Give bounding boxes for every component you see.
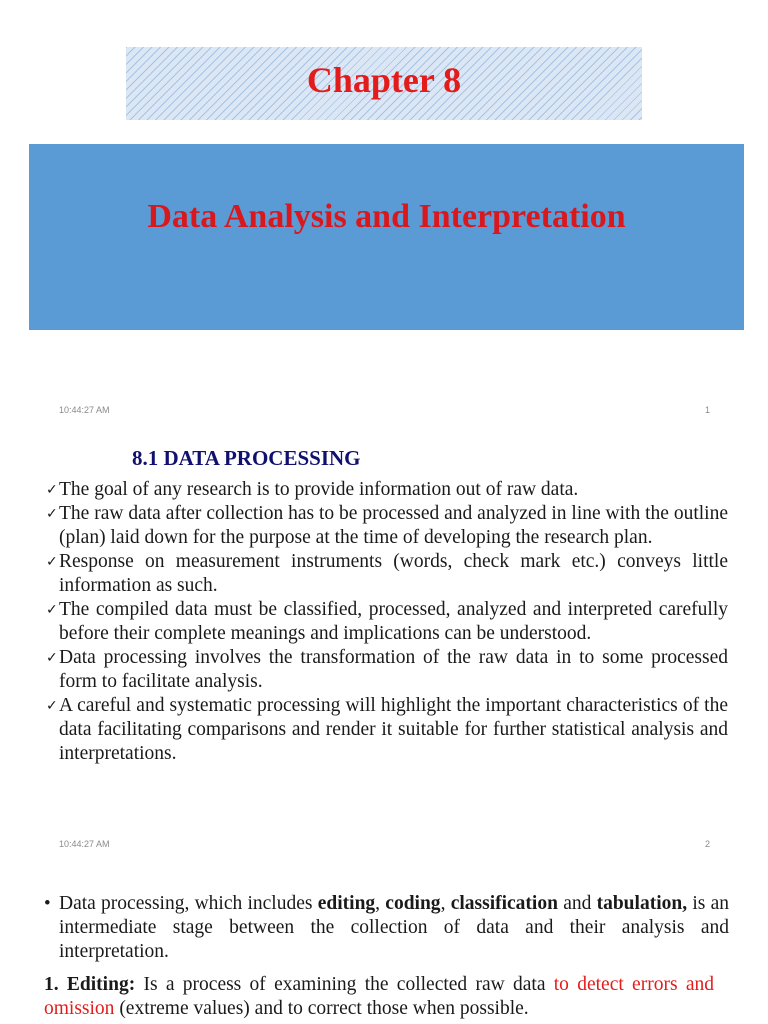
list-item-text: Response on measurement instruments (words, check mark etc.) conveys little information as such. [59, 551, 728, 596]
list-item [46, 478, 728, 502]
slide-footer [0, 405, 768, 419]
list-item [46, 598, 728, 646]
section-heading: 8.1 DATA PROCESSING [132, 446, 361, 470]
footer-page-number: 1 [705, 405, 711, 415]
intro-text: Data processing, which includes [59, 893, 318, 914]
footer-timestamp: 10:44:27 AM [59, 839, 110, 849]
editing-text: Is a process of examining the collected raw data [135, 974, 554, 995]
bullet-list [46, 478, 728, 766]
list-item-text: Data processing involves the transformation of the raw data in to some processed form to facilitate analysis. [59, 647, 728, 692]
check-icon: ✓ [46, 650, 58, 666]
footer-page-number: 2 [705, 839, 711, 849]
list-item-text: The goal of any research is to provide information out of raw data. [59, 479, 579, 500]
editing-text: (extreme values) and to correct those when possible. [114, 998, 529, 1019]
editing-label: 1. Editing: [44, 974, 136, 995]
slide-footer [0, 839, 768, 853]
editing-highlight: to detect errors and omission [44, 974, 714, 1019]
term-classification: classification [450, 893, 558, 914]
chapter-banner [126, 47, 642, 120]
intro-paragraph [44, 892, 729, 964]
list-item [46, 550, 728, 598]
check-icon: ✓ [46, 506, 58, 522]
intro-separator: , [440, 893, 451, 914]
intro-text: is an intermediate stage between the collection of data and their analysis and interpretation. [59, 893, 729, 962]
list-item-text: The raw data after collection has to be processed and analyzed in line with the outline (plan) laid down for the purpose at the time of developing the research plan. [59, 503, 728, 548]
term-editing: editing [317, 893, 376, 914]
list-item [46, 646, 728, 694]
list-item [46, 694, 728, 766]
main-title: Data Analysis and Interpretation [147, 198, 626, 235]
list-item-text: A careful and systematic processing will highlight the important characteristics of the data facilitating comparisons and render it suitable for further statistical analysis and interpretations. [59, 695, 728, 764]
check-icon: ✓ [46, 602, 58, 618]
data-processing-slide [0, 432, 768, 864]
check-icon: ✓ [46, 482, 58, 498]
list-item-text: The compiled data must be classified, processed, analyzed and interpreted carefully before their complete meanings and implications can be understood. [59, 599, 728, 644]
term-tabulation: tabulation, [596, 893, 688, 914]
intro-text: and [557, 893, 597, 914]
bullet-dot-icon: • [44, 893, 51, 914]
term-coding: coding [385, 893, 441, 914]
processing-stages-slide [0, 864, 768, 1024]
check-icon: ✓ [46, 698, 58, 714]
check-icon: ✓ [46, 554, 58, 570]
title-band [29, 144, 744, 330]
chapter-title: Chapter 8 [306, 59, 462, 100]
list-item [46, 502, 728, 550]
title-slide [0, 0, 768, 432]
footer-timestamp: 10:44:27 AM [59, 405, 110, 415]
intro-separator: , [375, 893, 386, 914]
editing-definition [44, 973, 714, 1021]
